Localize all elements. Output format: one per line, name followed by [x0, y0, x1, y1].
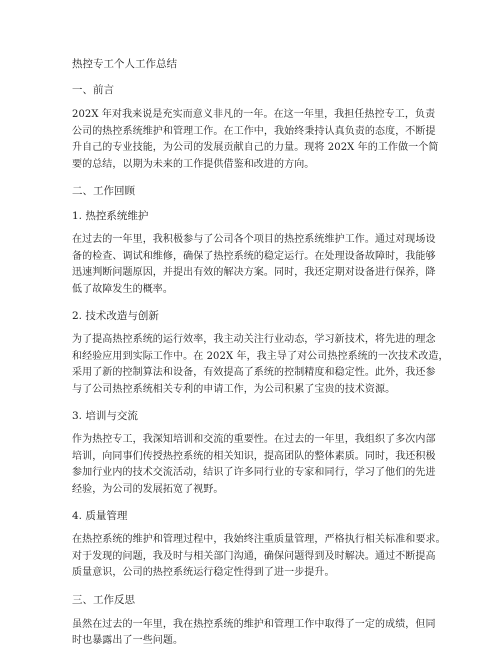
paragraph-line: 要的总结，以期为未来的工作提供借鉴和改进的方向。: [72, 158, 315, 170]
paragraph-line: 采用了新的控制算法和设备，有效提高了系统的控制精度和稳定性。此外，我还参: [72, 367, 436, 378]
document-title: 热控专工个人工作总结: [72, 58, 177, 70]
subheading-innovation: 2. 技术改造与创新: [72, 310, 159, 322]
paragraph-line: 低了故障发生的概率。: [72, 283, 173, 295]
paragraph-line: 对于发现的问题，我及时与相关部门沟通，确保问题得到及时解决。通过不断提高: [72, 550, 436, 562]
paragraph-line: 迅速判断问题原因，并提出有效的解决方案。同时，我还定期对设备进行保养，降: [72, 267, 436, 278]
subheading-maintenance: 1. 热控系统维护: [72, 210, 149, 222]
paragraph-line: 经验，为公司的发展拓宽了视野。: [72, 483, 224, 495]
maintenance-paragraph: [72, 232, 436, 298]
paragraph-line: 培训，向同事们传授热控系统的相关知识，提高团队的整体素质。同时，我还积极: [72, 450, 436, 462]
section-heading-preface: 一、前言: [72, 84, 114, 96]
paragraph-line: 作为热控专工，我深知培训和交流的重要性。在过去的一年里，我组织了多次内部: [72, 434, 436, 445]
paragraph-line: 公司的热控系统维护和管理工作。在工作中，我始终秉持认真负责的态度，不断提: [72, 125, 436, 137]
paragraph-line: 为了提高热控系统的运行效率，我主动关注行业动态，学习新技术，将先进的理念: [72, 334, 436, 345]
paragraph-line: 升自己的专业技能，为公司的发展贡献自己的力量。现将 202X 年的工作做一个简: [72, 142, 439, 153]
paragraph-line: 参加行业内的技术交流活动，结识了许多同行业的专家和同行，学习了他们的先进: [72, 467, 436, 478]
section-heading-review: 二、工作回顾: [72, 185, 135, 197]
quality-paragraph: [72, 532, 446, 582]
innovation-paragraph: [72, 332, 449, 398]
paragraph-line: 时也暴露出了一些问题。: [72, 635, 184, 646]
paragraph-line: 在热控系统的维护和管理过程中，我始终注重质量管理，严格执行相关标准和要求。: [72, 534, 446, 545]
paragraph-line: 质量意识，公司的热控系统运行稳定性得到了进一步提升。: [72, 567, 335, 578]
reflection-paragraph: [72, 617, 436, 650]
paragraph-line: 202X 年对我来说是充实而意义非凡的一年。在这一年里，我担任热控专工，负责: [72, 109, 436, 120]
paragraph-line: 备的检查、调试和维修，确保了热控系统的稳定运行。在处理设备故障时，我能够: [72, 250, 436, 262]
training-paragraph: [72, 432, 436, 498]
subheading-training: 3. 培训与交流: [72, 410, 138, 422]
paragraph-line: 虽然在过去的一年里，我在热控系统的维护和管理工作中取得了一定的成绩，但同: [72, 618, 436, 630]
paragraph-line: 与了公司热控系统相关专利的申请工作，为公司积累了宝贵的技术资源。: [72, 383, 396, 395]
paragraph-line: 和经验应用到实际工作中。在 202X 年，我主导了对公司热控系统的一次技术改造，: [72, 350, 449, 362]
section-heading-reflection: 三、工作反思: [72, 593, 135, 606]
paragraph-line: 在过去的一年里，我积极参与了公司各个项目的热控系统维护工作。通过对现场设: [72, 234, 436, 245]
subheading-quality: 4. 质量管理: [72, 510, 128, 522]
preface-paragraph: [72, 107, 439, 173]
